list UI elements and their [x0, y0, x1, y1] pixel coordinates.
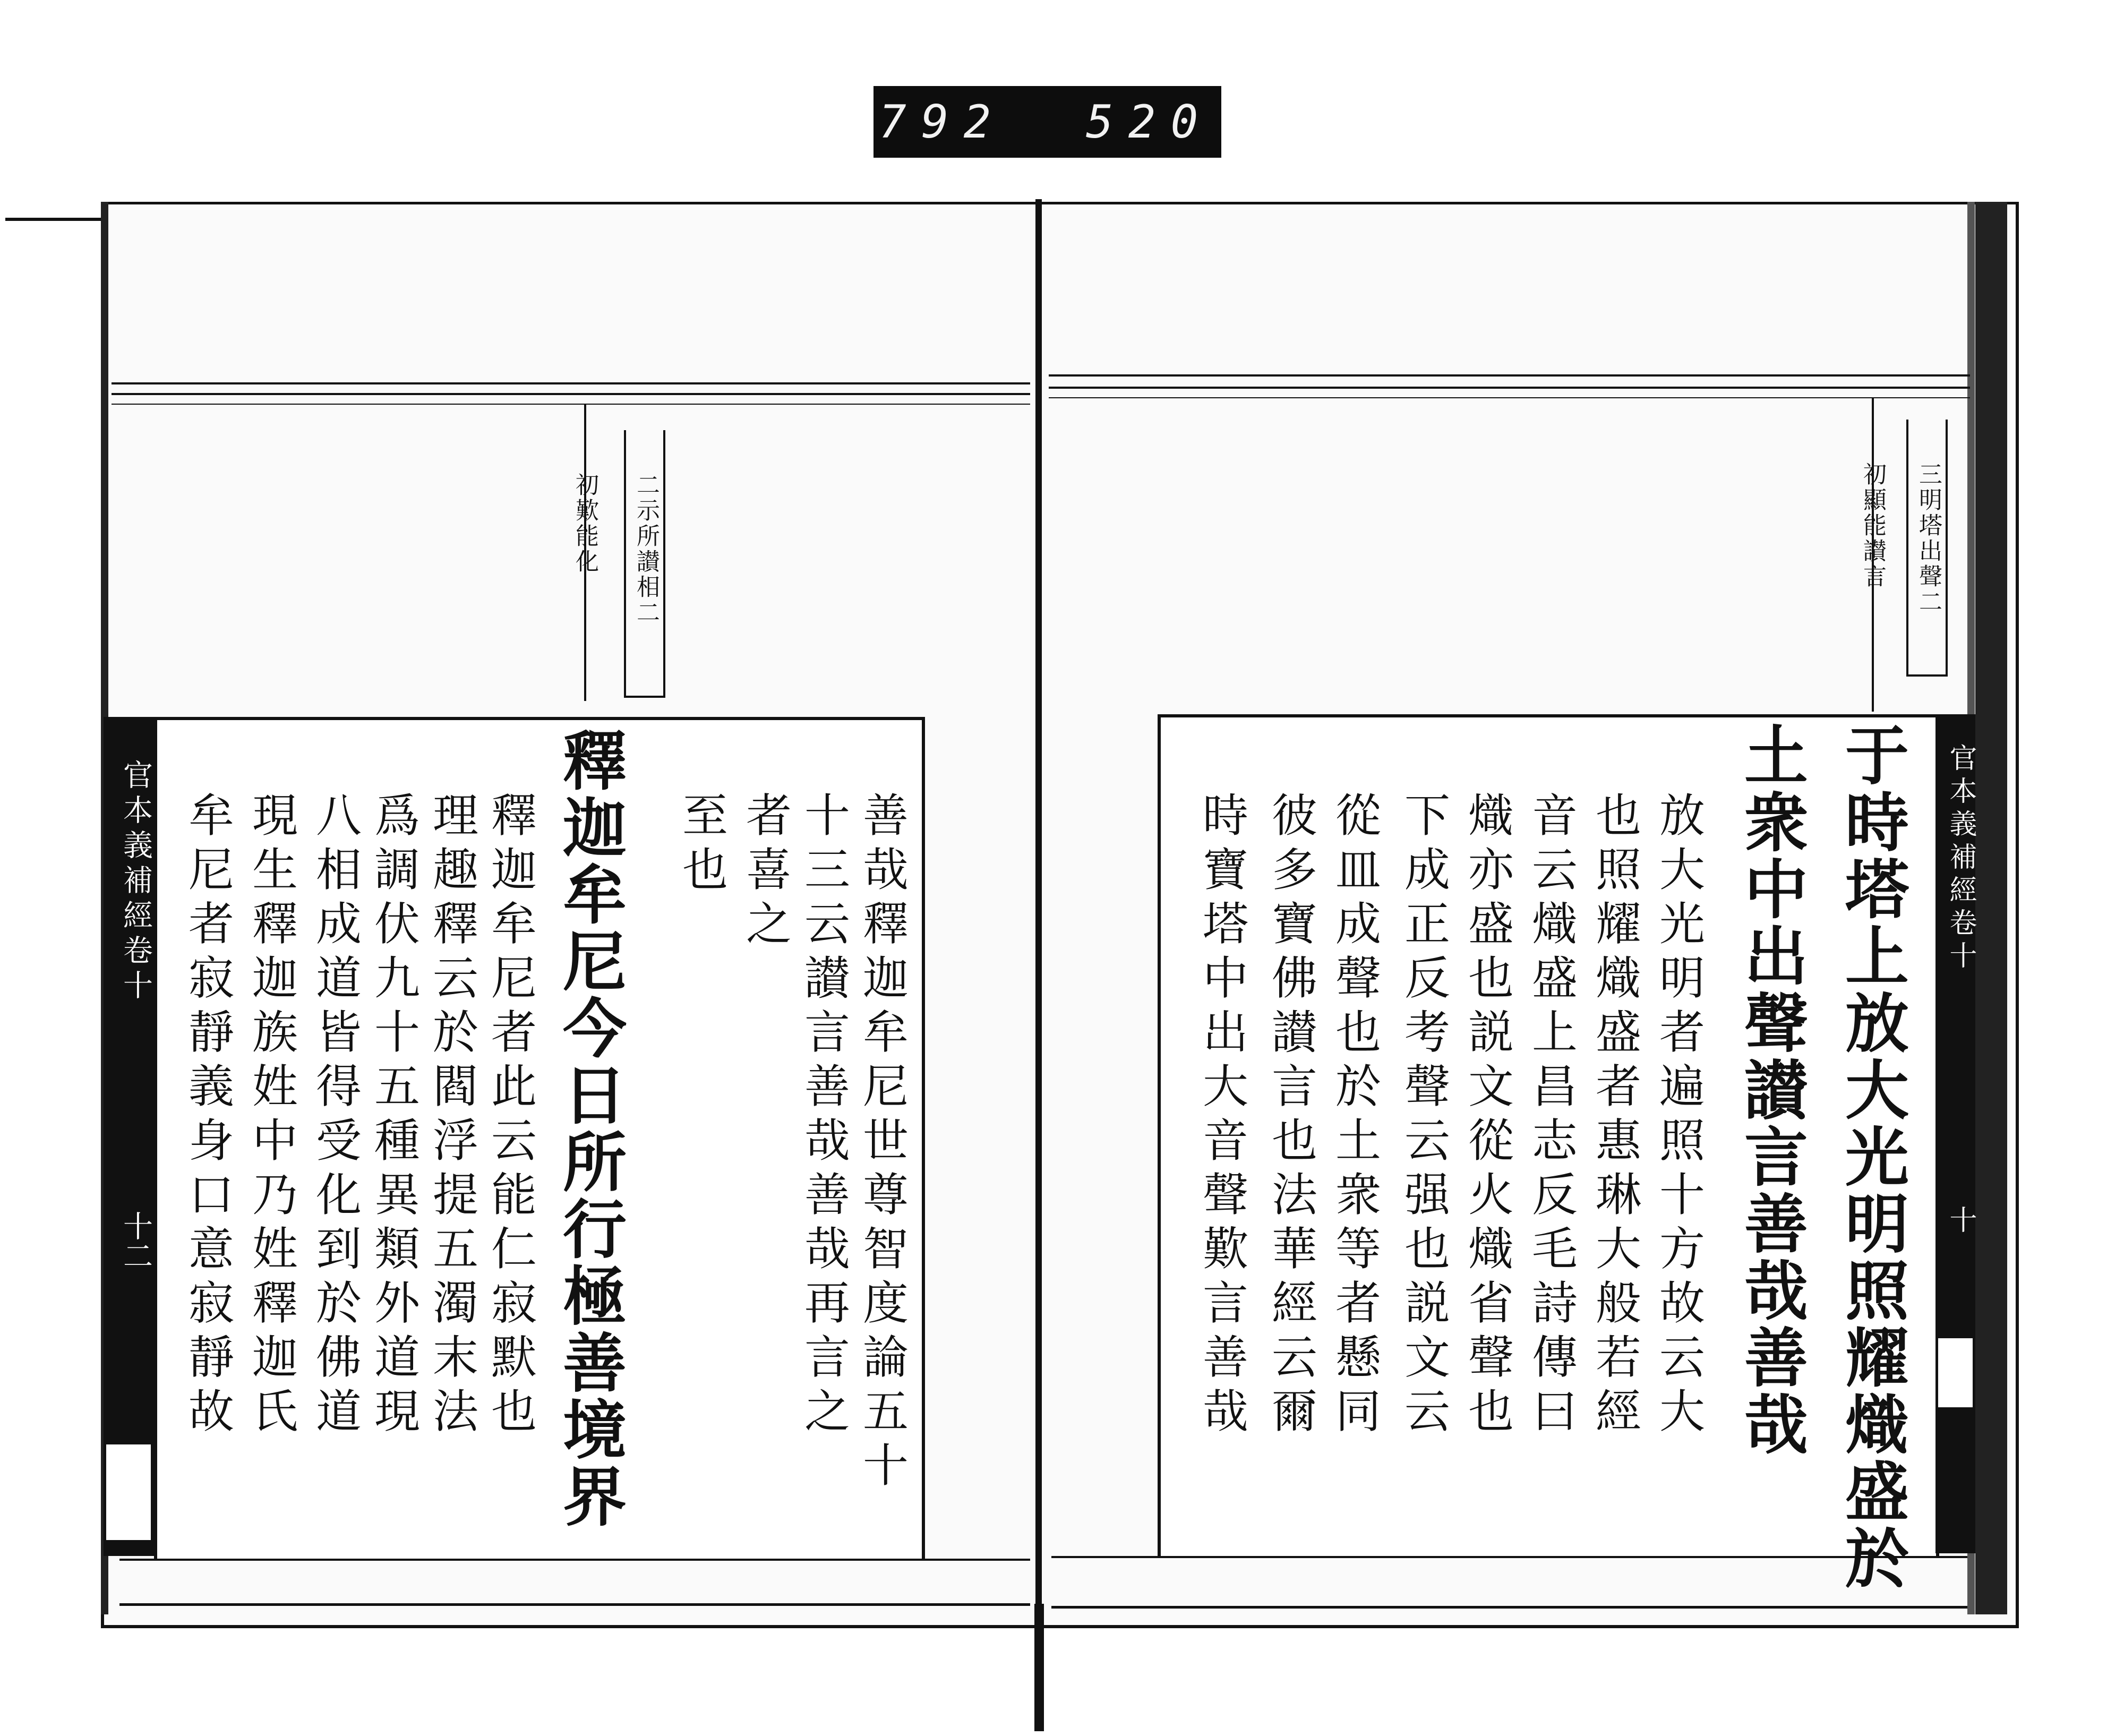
archive-number-left: 792 [879, 96, 1006, 149]
top-rule-left-3 [112, 404, 1030, 405]
left-column-10: 牟尼者寂靜義身口意寂靜故 [181, 791, 234, 1441]
left-column-6: 理趣釋云於閻浮提五濁末法 [425, 791, 478, 1441]
top-rule-left-2 [112, 393, 1030, 395]
right-column-3: 音云熾盛上昌志反毛詩傳曰 [1524, 791, 1577, 1441]
left-column-5: 釋迦牟尼者此云能仁寂默也 [483, 791, 536, 1441]
right-column-4: 熾亦盛也説文從火熾省聲也 [1460, 791, 1513, 1441]
right-column-7: 彼多寶佛讃言也法華經云爾 [1264, 791, 1317, 1441]
right-folio: 十 [1945, 1205, 1976, 1233]
archive-number-right: 520 [1086, 96, 1213, 149]
top-rule-right-2 [1049, 387, 1970, 389]
left-margin-gap [106, 1444, 151, 1540]
top-rule-right-1 [1049, 374, 1970, 377]
right-title-column-1: 于時塔上放大光明照耀熾盛於 [1835, 722, 1909, 1592]
spine-bottom-tab [1034, 1604, 1044, 1731]
left-column-2: 十三云讃言善哉善哉再言之 [796, 791, 850, 1441]
left-title-column: 釋迦牟尼今日所行極善境界 [552, 728, 627, 1530]
left-bottom-band [119, 1559, 1030, 1606]
right-title-column-2: 土衆中出聲讃言善哉善哉 [1734, 722, 1809, 1458]
left-heading-outer: 初歎能化 [571, 473, 598, 575]
right-margin-gap [1938, 1338, 1973, 1407]
right-column-6: 從皿成聲也於土衆等者懸同 [1328, 791, 1381, 1441]
right-heading-inner: 初顯能讃言 [1859, 462, 1886, 589]
top-rule-left-1 [112, 382, 1030, 384]
left-margin-title: 官本義補經卷十 [118, 759, 153, 1005]
left-column-8: 八相成道皆得受化到於佛道 [308, 791, 361, 1441]
left-column-9: 現生釋迦族姓中乃姓釋迦氏 [244, 791, 297, 1441]
archive-number-label [873, 86, 1221, 158]
left-column-3: 者喜之 [738, 791, 791, 954]
right-column-2: 也照耀熾盛者惠琳大般若經 [1588, 791, 1641, 1441]
left-column-7: 爲調伏九十五種異類外道現 [366, 791, 419, 1441]
right-column-8: 時寶塔中出大音聲歎言善哉 [1195, 791, 1248, 1441]
book-spine [1035, 199, 1042, 1729]
left-column-4: 至也 [674, 791, 727, 900]
top-rule-right-3 [1049, 397, 1970, 398]
left-folio: 十二 [118, 1211, 153, 1270]
left-heading-inner: 二示所讃相二 [632, 473, 660, 626]
right-column-1: 放大光明者遍照十方故云大 [1651, 791, 1705, 1441]
right-bottom-band [1051, 1556, 1967, 1609]
right-heading-outer: 三明塔出聲二 [1915, 462, 1942, 615]
right-column-5: 下成正反考聲云强也説文云 [1397, 791, 1450, 1441]
right-margin-title: 官本義補經卷十 [1945, 743, 1976, 974]
left-column-1: 善哉釋迦牟尼世尊智度論五十 [855, 791, 908, 1495]
